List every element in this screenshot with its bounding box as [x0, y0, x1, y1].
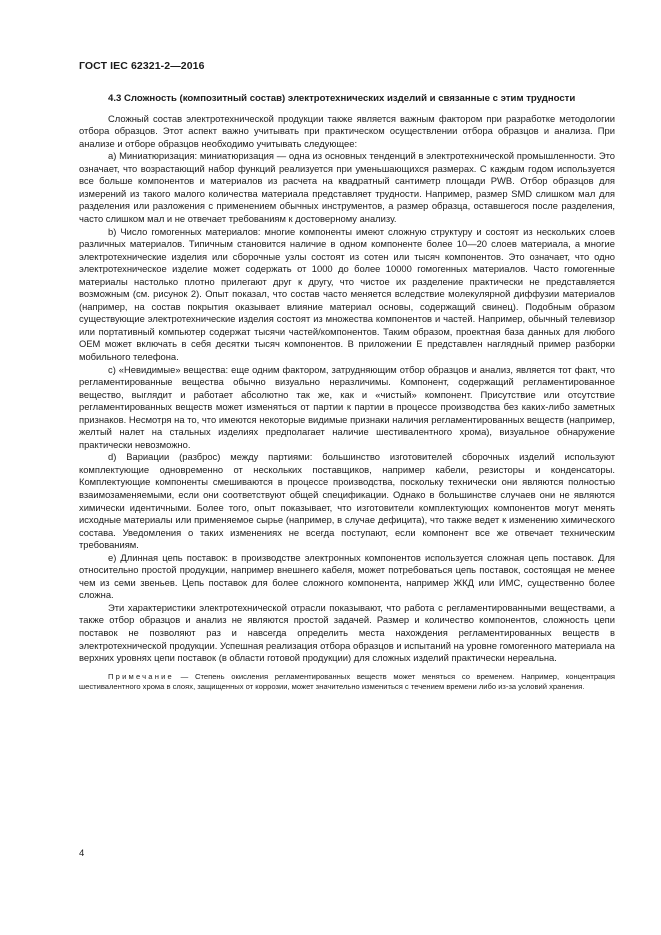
paragraph-item-e: e) Длинная цепь поставок: в производстве электронных компонентов используется сложная цепь поставок. Для относительно простой продукции, например внешнего кабеля, может потребоваться цепь поставок, состоящая не менее чем из семи звеньев. Цепь поставок для более сложного компонента, например ЖКД или ИМС, существенно более сложна. — [79, 551, 615, 601]
main-content — [79, 93, 615, 693]
note-label: Примечание — [108, 671, 174, 681]
paragraph-item-a: a) Миниатюризация: миниатюризация — одна из основных тенденций в электротехнической промышленности. Это означает, что возрастающий набор функций реализуется при уменьшающихся размерах. С каждым годом используется все больше компонентов и материалов из расчета на квадратный сантиметр площади PWB. Отбор образцов для измерений из такого малого количества материала представляет трудности. Например, размер SMD слишком мал для разделения или разложения с применением обычных инструментов, а размер образца, оставшегося после разделения, часто слишком мал и не отвечает требованиям к достоверному анализу. — [79, 150, 615, 224]
paragraph-item-b: b) Число гомогенных материалов: многие компоненты имеют сложную структуру и состоят из нескольких слоев различных материалов. Типичным становится наличие в одном компоненте более 10—20 слоев материала, а многие электротехнические изделия или сборочные узлы состоят из сотен или тысяч компонентов. Это означает, что одно электротехническое изделие может содержать от 1000 до более 10000 гомогенных материалов. Часто гомогенные материалы настолько плотно прилегают друг к другу, что чистое их разделение практически не представляется возможным (см. рисунок 2). Опыт показал, что состав часто меняется вследствие молекулярной диффузии материалов (например, на состав покрытия оказывает влияние материал основы, содержащий свинец). Подобным образом существующие электротехнические изделия состоят из множества компонентов и частей. Например, обычный телевизор или портативный компьютер содержат тысячи частей/компонентов. Таким образом, проектная база данных для любого OEM может включать в себя десятки тысяч компонентов. В приложении Е представлен наглядный пример разборки мобильного телефона. — [79, 225, 615, 362]
note-text: — Степень окисления регламентированных веществ может меняться со временем. Например, концентрация шестивалентного хрома в слоях, защищенных от коррозии, может значительно измениться с течением времени либо из-за условий хранения. — [79, 671, 615, 692]
note — [79, 672, 615, 693]
page-number: 4 — [79, 848, 85, 859]
paragraph-intro: Сложный состав электротехнической продукции также является важным фактором при разработке методологии отбора образцов. Этот аспект важно учитывать при практическом осуществлении отбора образцов и анализа. При анализе и отборе образцов необходимо учитывать следующее: — [79, 112, 615, 149]
paragraph-item-d: d) Вариации (разброс) между партиями: большинство изготовителей сборочных изделий используют комплектующие одновременно от нескольких поставщиков, например кабели, резисторы и конденсаторы. Комплектующие компоненты смешиваются в процессе производства, поскольку технически они являются полностью взаимозаменяемыми, если они соответствуют общей спецификации. Однако в большинстве случаев они не являются химически идентичными. Более того, опыт показывает, что изготовители комплектующих компонентов могут менять исходные материалы или применяемое сырье (например, в случае дефицита), что также ведет к изменению химического состава. Уведомления о таких изменениях не всегда поступают, если компонент все же отвечает техническим требованиям. — [79, 451, 615, 551]
paragraph-conclusion: Эти характеристики электротехнической отрасли показывают, что работа с регламентированными веществами, а также отбор образцов и анализ не являются простой задачей. Размер и количество компонентов, сложность цепи поставок не позволяют раз и навсегда определить места нахождения регламентированных веществ в электротехнической продукции. Успешная реализация отбора образцов и испытаний на уровне гомогенного материала на верхних уровнях цепи поставок (в области готовой продукции) для сложных изделий практически нереальна. — [79, 601, 615, 664]
paragraph-item-c: c) «Невидимые» вещества: еще одним фактором, затрудняющим отбор образцов и анализ, является тот факт, что регламентированные вещества обычно визуально неразличимы. Компонент, содержащий регламентированное вещество, выглядит и работает абсолютно так же, как и «чистый» компонент. Присутствие или отсутствие регламентированных веществ может изменяться от партии к партии в процессе производства без каких-либо заметных признаков. Несмотря на то, что имеются некоторые видимые признаки наличия регламентированных веществ (например, желтый налет на стальных изделиях предполагает наличие шестивалентного хрома), визуальное обнаружение практически невозможно. — [79, 363, 615, 450]
document-header: ГОСТ IEC 62321-2—2016 — [79, 60, 205, 72]
section-title: 4.3 Сложность (композитный состав) электротехнических изделий и связанные с этим трудности — [108, 93, 576, 104]
